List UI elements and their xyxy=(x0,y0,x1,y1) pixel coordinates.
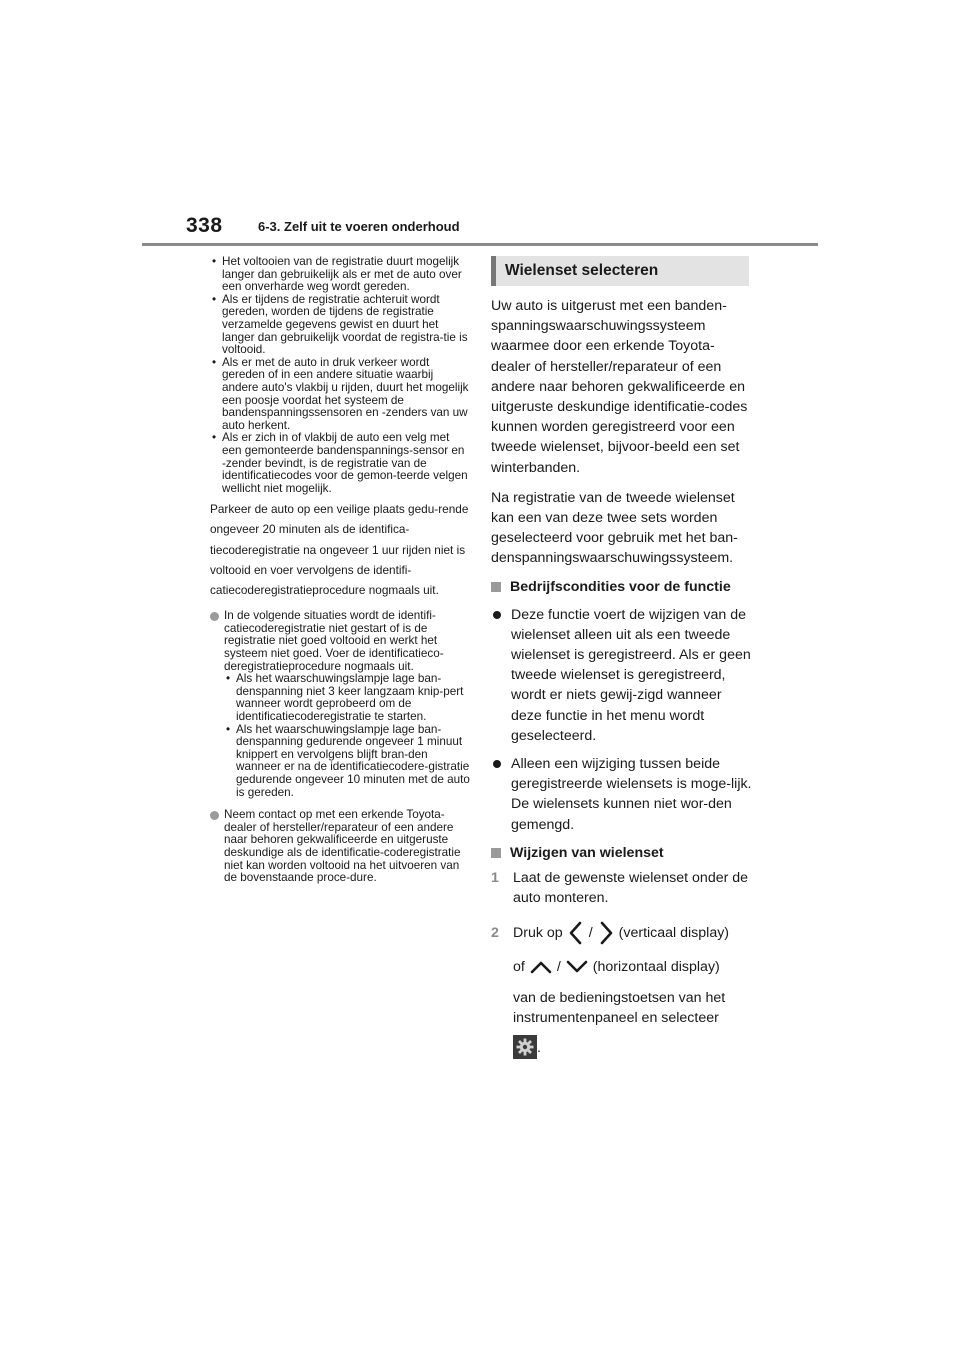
slash-separator: / xyxy=(588,925,593,942)
subheading-text: Wijzigen van wielenset xyxy=(510,844,664,861)
step-text: van de bedieningstoetsen van het instrumentenpaneel en selecteer xyxy=(513,990,726,1027)
note-dot-icon xyxy=(210,811,219,820)
list-item: • Als het waarschuwingslampje lage ban-denspanning gedurende ongeveer 1 minuut knippert en vervolgens blijft bran-den wanneer er na de identificatiecodere-gistratie gedurende ongeveer 10 minuten met de auto is gereden. xyxy=(224,724,470,800)
note-text: In de volgende situaties wordt de identifi-catiecoderegistratie niet gestart of is de registratie niet goed voltooid en werkt het systeem niet goed. Voer de identificatieco-deregistratieprocedure nogmaals uit. xyxy=(224,609,444,673)
chevron-down-icon xyxy=(565,958,589,976)
step-2 xyxy=(491,916,753,1058)
park-paragraph: Parkeer de auto op een veilige plaats gedu-rende ongeveer 20 minuten als de identifica-tiecoderegistratie na ongeveer 1 uur rijden niet is voltooid en voer vervolgens de identifi-catiecoderegistratieprocedure nogmaals uit. xyxy=(210,502,469,598)
registration-bullet-list xyxy=(210,256,470,495)
square-bullet-icon xyxy=(491,848,501,858)
intro-paragraph: Uw auto is uitgerust met een banden-spanningswaarschuwingssysteem waarmee door een erkende Toyota-dealer of hersteller/reparateur of een andere naar behoren gekwalificeerde en uitgeruste deskundige identificatie-codes kunnen worden geregistreerd voor een tweede wielenset, bijvoor-beeld een set winterbanden. xyxy=(491,298,748,476)
page-header xyxy=(0,0,960,250)
page-number: 338 xyxy=(186,214,223,237)
step-text: of xyxy=(513,959,525,976)
section-heading-box xyxy=(491,256,749,286)
list-item: • Als er zich in of vlakbij de auto een velg met een gemonteerde bandenspannings-sensor en -zender bevindt, is de registratie van de identificatiecodes voor de gemon-teerde velgen wellicht niet mogelijk. xyxy=(210,432,470,495)
note-contact-dealer xyxy=(210,809,470,885)
list-item-text: Alleen een wijziging tussen beide geregistreerde wielensets is moge-lijk. De wielensets kunnen niet wor-den gemengd. xyxy=(511,756,752,833)
section-title: 6-3. Zelf uit te voeren onderhoud xyxy=(258,219,460,234)
step-2-line-1 xyxy=(513,916,753,950)
right-column xyxy=(491,256,753,1059)
step-text: Laat de gewenste wielenset onder de auto monteren. xyxy=(513,869,749,907)
note-text: Neem contact op met een erkende Toyota-dealer of hersteller/reparateur of een andere naar behoren gekwalificeerde en uitgeruste deskundige als de identificatie-coderegistratie niet kan worden voltooid na het uitvoeren van de bovenstaande proce-dure. xyxy=(224,808,461,885)
list-item: • Als er met de auto in druk verkeer wordt gereden of in een andere situatie waarbij andere auto's vlakbij u rijden, duurt het mogelijk een poosje voordat het systeem de bandenspanningssensoren en -zenders van uw auto herkent. xyxy=(210,357,470,433)
list-item-text: Deze functie voert de wijzigen van de wielenset alleen uit als een tweede wielenset is geregistreerd. Als er geen tweede wielenset is geregistreerd, wordt er niets gewij-zigd wanneer deze functie in het menu wordt geselecteerd. xyxy=(511,606,751,744)
subheading-text: Bedrijfscondities voor de functie xyxy=(510,578,731,595)
period: . xyxy=(537,1040,541,1057)
step-2-line-2 xyxy=(513,950,753,984)
step-text: (verticaal display) xyxy=(618,925,730,942)
bullet-dot-icon xyxy=(493,611,501,619)
list-item xyxy=(491,605,753,746)
chevron-up-icon xyxy=(529,958,553,976)
chevron-right-icon xyxy=(597,920,615,946)
chevron-left-icon xyxy=(567,920,585,946)
header-rule xyxy=(142,243,818,246)
left-column xyxy=(210,256,470,885)
list-item: • Het voltooien van de registratie duurt mogelijk langer dan gebruikelijk als er met de auto over een onverharde weg wordt gereden. xyxy=(210,256,470,294)
subheading-conditions xyxy=(491,577,753,597)
note-dot-icon xyxy=(210,612,219,621)
note-bullet-list xyxy=(224,673,470,799)
section-heading: Wielenset selecteren xyxy=(505,262,659,279)
step-text: (horizontaal display) xyxy=(592,959,720,976)
square-bullet-icon xyxy=(491,582,501,592)
step-number: 1 xyxy=(491,869,499,886)
subheading-change xyxy=(491,843,753,863)
list-item: • Als er tijdens de registratie achteruit wordt gereden, worden de tijdens de registratie verzamelde gegevens gewist en duurt het langer dan gebruikelijk voordat de registra-tie is voltooid. xyxy=(210,294,470,357)
note-registration-failure xyxy=(210,610,470,799)
list-item: • Als het waarschuwingslampje lage ban-denspanning niet 3 keer langzaam knip-pert wanneer wordt geprobeerd om de identificatiecoderegistratie te starten. xyxy=(224,673,470,723)
registration-paragraph: Na registratie van de tweede wielenset kan een van deze twee sets worden geselecteerd voor gebruik met het ban-denspanningswaarschuwingssysteem. xyxy=(491,489,738,567)
bullet-dot-icon xyxy=(493,760,501,768)
step-2-gear-line xyxy=(513,1035,753,1059)
step-1 xyxy=(491,868,753,908)
step-text: Druk op xyxy=(513,925,563,942)
gear-icon xyxy=(513,1035,537,1059)
step-number: 2 xyxy=(491,925,499,942)
list-item xyxy=(491,754,753,835)
slash-separator: / xyxy=(556,959,561,976)
